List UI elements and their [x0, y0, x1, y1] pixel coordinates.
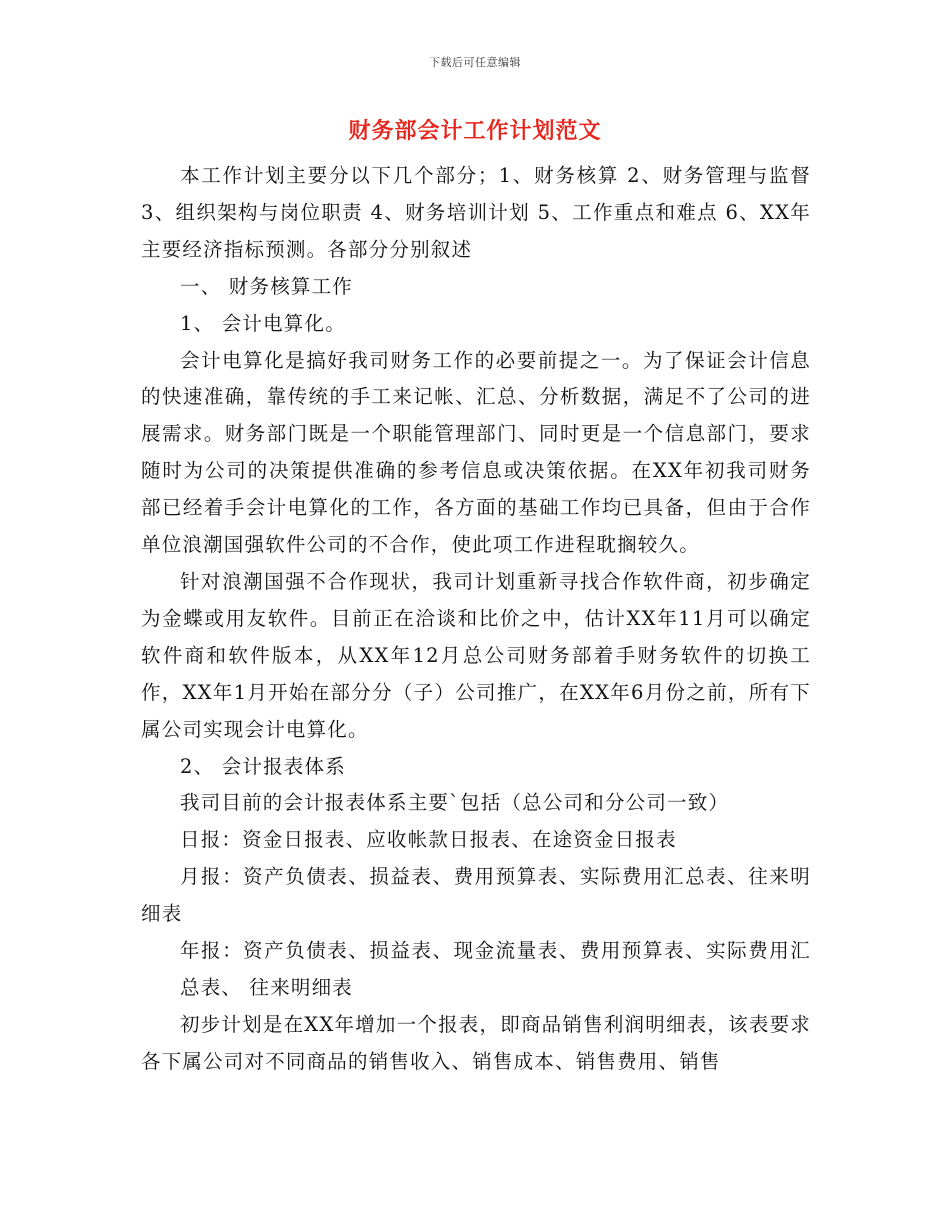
- paragraph-computerization: 会计电算化是搞好我司财务工作的必要前提之一。为了保证会计信息的快速准确，靠传统的手工来记帐、汇总、分析数据，满足不了公司的进展需求。财务部门既是一个职能管理部门、同时更是一个信息部门，要求随时为公司的决策提供准确的参考信息或决策依据。在XX年初我司财务部已经着手会计电算化的工作，各方面的基础工作均已具备，但由于合作单位浪潮国强软件公司的不合作，使此项工作进程耽搁较久。: [141, 348, 811, 557]
- document-title: 财务部会计工作计划范文: [348, 118, 602, 144]
- paragraph-report-system: 我司目前的会计报表体系主要`包括（总公司和分公司一致）: [180, 791, 730, 815]
- paragraph-annual-reports: 年报：资产负债表、损益表、现金流量表、费用预算表、实际费用汇总表、 往来明细表: [180, 939, 811, 999]
- subsection-heading-computerization: 1、 会计电算化。: [180, 311, 346, 335]
- section-heading-accounting: 一、 财务核算工作: [180, 274, 353, 298]
- subsection-heading-report-system: 2、 会计报表体系: [180, 754, 346, 778]
- paragraph-software-plan: 针对浪潮国强不合作现状，我司计划重新寻找合作软件商，初步确定为金蝶或用友软件。目前正在洽谈和比价之中，估计XX年11月可以确定软件商和软件版本，从XX年12月总公司财务部着手财务软件的切换工作，XX年1月开始在部分分（子）公司推广，在XX年6月份之前，所有下属公司实现会计电算化。: [141, 569, 811, 741]
- paragraph-intro: 本工作计划主要分以下几个部分；1、财务核算 2、财务管理与监督 3、组织架构与岗位职责 4、财务培训计划 5、工作重点和难点 6、XX年主要经济指标预测。各部分分别叙述: [141, 164, 811, 261]
- paragraph-daily-reports: 日报：资金日报表、应收帐款日报表、在途资金日报表: [180, 828, 677, 852]
- paragraph-new-report-plan: 初步计划是在XX年增加一个报表，即商品销售利润明细表，该表要求各下属公司对不同商品的销售收入、销售成本、销售费用、销售: [141, 1012, 811, 1073]
- document-body: [141, 158, 811, 1081]
- paragraph-monthly-reports: 月报：资产负债表、损益表、费用预算表、实际费用汇总表、往来明细表: [141, 865, 811, 926]
- header-note: 下载后可任意编辑: [429, 56, 521, 69]
